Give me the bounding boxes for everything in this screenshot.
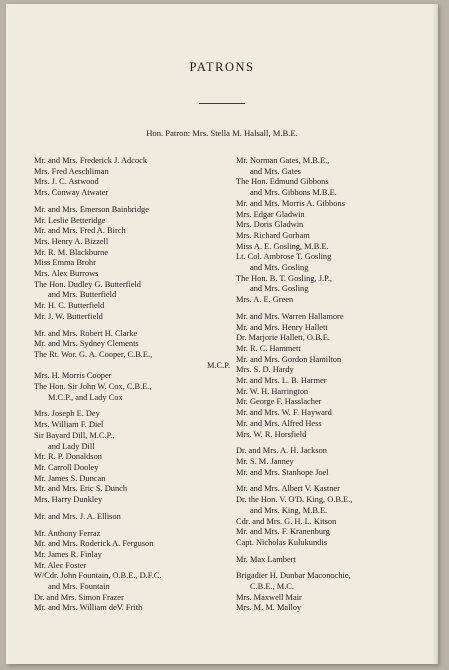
- patron-entry: Sir Bayard Dill, M.C.P.,: [34, 430, 115, 440]
- patron-entry: Mr. and Mrs. W. F. Hayward: [236, 408, 332, 418]
- patron-entry: Mrs. William F. Diel: [34, 420, 104, 430]
- patron-entry: and Mrs. King, M.B.E.: [250, 505, 328, 515]
- patron-entry: Mr. Norman Gates, M.B.E.,: [236, 156, 330, 165]
- patron-entry: Mr. and Mrs. Warren Hallamore: [236, 311, 344, 321]
- patron-entry: Mr. and Mrs. Emerson Bainbridge: [34, 204, 149, 214]
- patron-entry: Mr. and Mrs. Frederick J. Adcock: [34, 156, 148, 165]
- patron-entry: M.C.P., and Lady Cox: [48, 392, 123, 402]
- patron-entry: Mr. J. W. Butterfield: [34, 311, 103, 321]
- patron-entry: Dr. and Mrs. Simon Frazer: [34, 592, 124, 602]
- patron-entry: Dr. and Mrs. A. H. Jackson: [236, 446, 327, 456]
- patron-entry: Dr. the Hon. V. O'D. King, O.B.E.,: [236, 495, 353, 505]
- patron-entry: Mr. R. M. Blackburne: [34, 247, 108, 257]
- patron-entry: Mr. James R. Finlay: [34, 549, 102, 559]
- patron-entry: The Hon. B. T. Gosling, J.P.,: [236, 273, 333, 283]
- patron-entry: and Lady Dill: [48, 441, 95, 451]
- patron-entry: and Mrs. Gates: [250, 166, 301, 176]
- title-divider: [199, 103, 245, 104]
- patron-entry: Mrs. M. M. Malloy: [236, 603, 302, 613]
- patron-entry: Mrs. W. R. Horsfield: [236, 429, 307, 439]
- patron-entry: M.C.P.: [206, 360, 230, 370]
- patron-entry: Capt. Nicholas Kulukundis: [236, 537, 327, 547]
- patron-entry: Mr. and Mrs. William deV. Frith: [34, 603, 143, 613]
- patrons-column-left: [34, 156, 234, 614]
- patron-entry: Mr. and Mrs. Henry Hallett: [236, 322, 328, 332]
- patron-entry: Miss A. E. Gosling, M.B.E.: [236, 241, 329, 251]
- patron-entry: Mr. Max Lambert: [236, 554, 296, 564]
- patron-entry: Mrs. J. C. Astwood: [34, 177, 99, 187]
- patron-entry: Mr. H. C. Butterfield: [34, 301, 105, 311]
- patron-entry: Mrs. Alex Burrows: [34, 269, 99, 279]
- patron-entry: Mr. Alec Foster: [34, 560, 87, 570]
- patron-entry: Mr. and Mrs. L. B. Harmer: [236, 376, 327, 386]
- patron-entry: and Mrs. Gosling: [250, 284, 309, 294]
- patron-entry: Mrs. Doris Gladwin: [236, 220, 304, 230]
- patron-entry: and Mrs. Fountain: [48, 582, 110, 592]
- patron-entry: Mr. and Mrs. Robert H. Clarke: [34, 328, 138, 338]
- patron-entry: Mr. and Mrs. Albert V. Kastner: [236, 484, 340, 494]
- patron-entry: Mr. Anthony Ferraz: [34, 528, 101, 538]
- page-title: PATRONS: [189, 60, 255, 74]
- patron-entry: Mr. S. M. Janney: [236, 456, 294, 466]
- patron-entry: Mrs. Conway Atwater: [34, 188, 109, 198]
- patron-entry: Mrs. Maxwell Mair: [236, 592, 302, 602]
- patron-entry: and Mrs. Gibbons M.B.E.: [250, 188, 337, 198]
- patron-entry: The Hon. Sir John W. Cox, C.B.E.,: [34, 382, 152, 392]
- patron-entry: Mrs. Richard Gorham: [236, 230, 310, 240]
- patron-entry: C.B.E., M.C.: [250, 582, 294, 592]
- patron-entry: Mrs. S. D. Hardy: [236, 365, 294, 375]
- patron-entry: Mrs. Fred Aeschliman: [34, 166, 109, 176]
- patron-entry: Mr. and Mrs. Morris A. Gibbons: [236, 198, 345, 208]
- patron-entry: Mr. and Mrs. Roderick A. Ferguson: [34, 539, 154, 549]
- patron-entry: Miss Emma Brohr: [34, 258, 96, 268]
- patron-entry: Mrs. A. E. Green: [236, 295, 294, 305]
- patron-entry: Cdr. and Mrs. G. H. L. Kitson: [236, 516, 337, 526]
- patron-entry: Mr. and Mrs. Fred A. Birch: [34, 226, 126, 236]
- patrons-column-right: [236, 156, 436, 614]
- patron-entry: Mr. and Mrs. F. Kranenburg: [236, 527, 330, 537]
- patron-entry: Mrs. Henry A. Bizzell: [34, 236, 109, 246]
- patron-entry: Mrs. Edgar Gladwin: [236, 209, 305, 219]
- patron-entry: Mr. W. H. Harrington: [236, 386, 309, 396]
- patron-entry: W/Cdr. John Fountain, O.B.E., D.F.C.: [34, 571, 162, 581]
- patron-entry: Mrs. Harry Dunkley: [34, 495, 103, 505]
- patron-entry: Mr. R. C. Hammett: [236, 343, 301, 353]
- patron-entry: Mr. R. P. Donaldson: [34, 452, 102, 462]
- patron-entry: Lt. Col. Ambrose T. Gosling: [236, 252, 332, 262]
- patron-entry: Mr. and Mrs. Stanhope Joel: [236, 467, 329, 477]
- patron-entry: The Hon. Edmund Gibbons: [236, 177, 329, 187]
- patron-entry: Mr. Leslie Betteridge: [34, 215, 106, 225]
- patron-entry: The Rt. Wor. G. A. Cooper, C.B.E.,: [34, 349, 153, 359]
- patron-entry: Mr. James S. Duncan: [34, 473, 106, 483]
- patron-entry: Mr. and Mrs. Eric S. Dunch: [34, 484, 128, 494]
- patron-entry: Mrs. Joseph E. Dey: [34, 409, 100, 419]
- hon-patron-line: Hon. Patron: Mrs. Stella M. Halsall, M.B.E.: [146, 128, 298, 138]
- patron-entry: Mr. George F. Hasslacher: [236, 397, 322, 407]
- patron-entry: Mr. and Mrs. Gordon Hamilton: [236, 354, 342, 364]
- patron-entry: Mr. and Mrs. Sydney Clements: [34, 339, 139, 349]
- patron-entry: Dr. Marjorie Hallett, O.B.E.: [236, 333, 330, 343]
- patron-entry: Mr. and Mrs. Alfred Hess: [236, 418, 322, 428]
- document-page: [6, 4, 438, 664]
- patron-entry: and Mrs. Gosling: [250, 263, 309, 273]
- patron-entry: Brigadier H. Dunbar Maconochie,: [236, 571, 351, 581]
- patron-entry: and Mrs. Butterfield: [48, 290, 117, 300]
- patron-entry: Mr. and Mrs. J. A. Ellison: [34, 511, 121, 521]
- patron-entry: Mrs. H. Morris Cooper: [34, 371, 112, 381]
- patron-entry: Mr. Carroll Dooley: [34, 462, 99, 472]
- patron-entry: The Hon. Dudley G. Butterfield: [34, 279, 141, 289]
